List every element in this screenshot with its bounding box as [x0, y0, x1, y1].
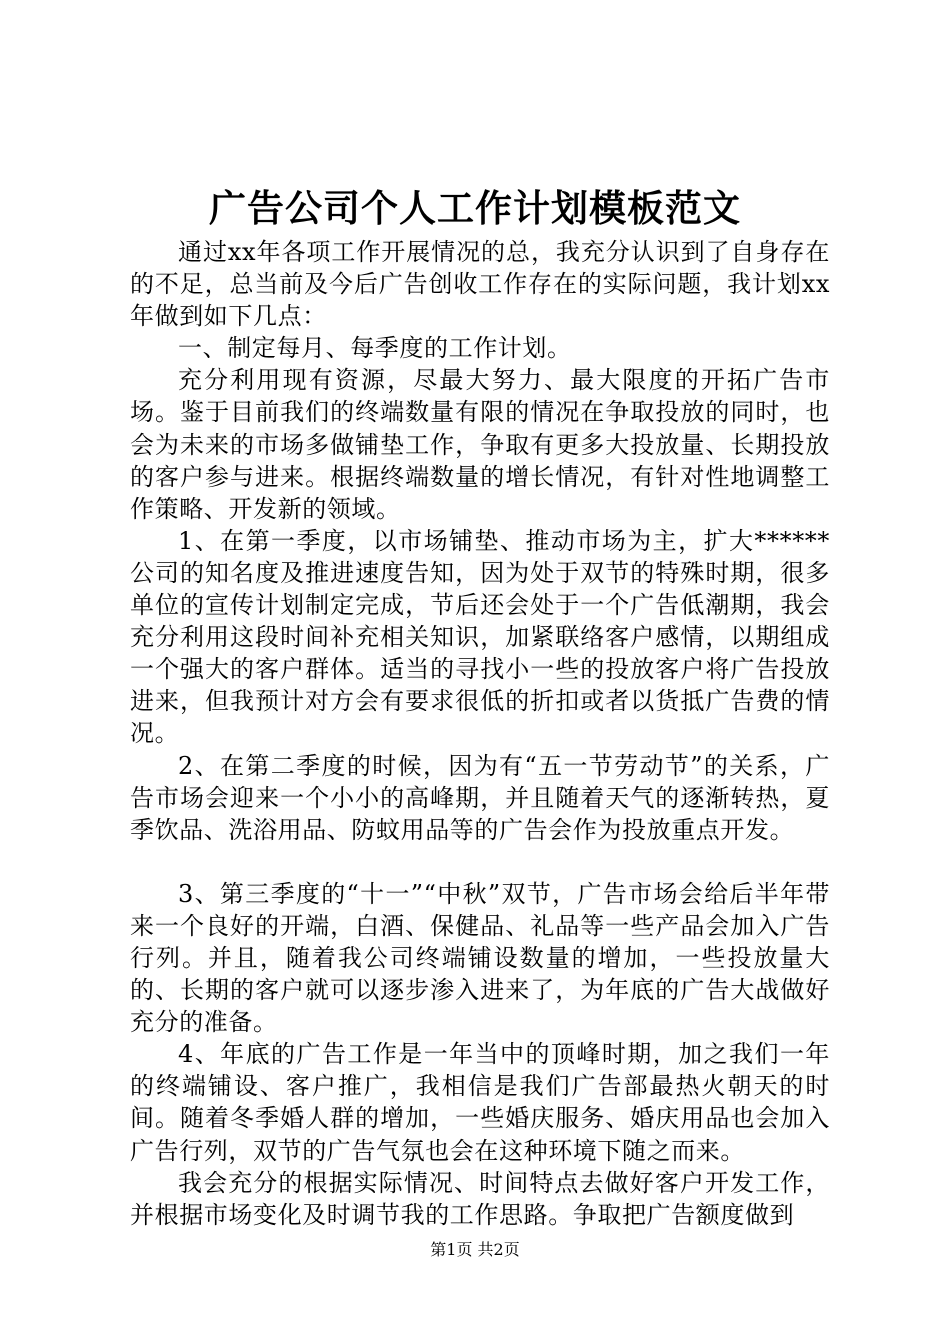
document-title: 广告公司个人工作计划模板范文	[209, 186, 741, 230]
paragraph-q1: 1、在第一季度，以市场铺垫、推动市场为主，扩大******公司的知名度及推进速度告知，因为处于双节的特殊时期，很多单位的宣传计划制定完成，节后还会处于一个广告低潮期，我会充分利用这段时间补充相关知识，加紧联络客户感情，以期组成一个强大的客户群体。适当的寻找小一些的投放客户将广告投放进来，但我预计对方会有要求很低的折扣或者以货抵广告费的情况。	[130, 526, 830, 748]
paragraph-q2: 2、在第二季度的时候，因为有“五一节劳动节”的关系，广告市场会迎来一个小小的高峰期，并且随着天气的逐渐转热，夏季饮品、洗浴用品、防蚊用品等的广告会作为投放重点开发。	[130, 751, 830, 844]
page-number-footer: 第1页 共2页	[430, 1240, 520, 1259]
paragraph-resources: 充分利用现有资源，尽最大努力、最大限度的开拓广告市场。鉴于目前我们的终端数量有限的情况在争取投放的同时，也会为未来的市场多做铺垫工作，争取有更多大投放量、长期投放的客户参与进来。根据终端数量的增长情况，有针对性地调整工作策略、开发新的领域。	[130, 366, 830, 523]
paragraph-closing: 我会充分的根据实际情况、时间特点去做好客户开发工作，并根据市场变化及时调节我的工作思路。争取把广告额度做到	[130, 1168, 830, 1229]
paragraph-heading-1: 一、制定每月、每季度的工作计划。	[178, 334, 572, 363]
document-body	[130, 236, 830, 1231]
paragraph-q4: 4、年底的广告工作是一年当中的顶峰时期，加之我们一年的终端铺设、客户推广，我相信是我们广告部最热火朝天的时间。随着冬季婚人群的增加，一些婚庆服务、婚庆用品也会加入广告行列，双节的广告气氛也会在这种环境下随之而来。	[130, 1040, 830, 1165]
paragraph-intro: 通过xx年各项工作开展情况的总，我充分认识到了自身存在的不足，总当前及今后广告创收工作存在的实际问题，我计划xx年做到如下几点：	[130, 238, 830, 331]
paragraph-q3: 3、第三季度的“十一”“中秋”双节，广告市场会给后半年带来一个良好的开端，白酒、保健品、礼品等一些产品会加入广告行列。并且，随着我公司终端铺设数量的增加，一些投放量大的、长期的客户就可以逐步渗入进来了，为年底的广告大战做好充分的准备。	[130, 879, 830, 1037]
